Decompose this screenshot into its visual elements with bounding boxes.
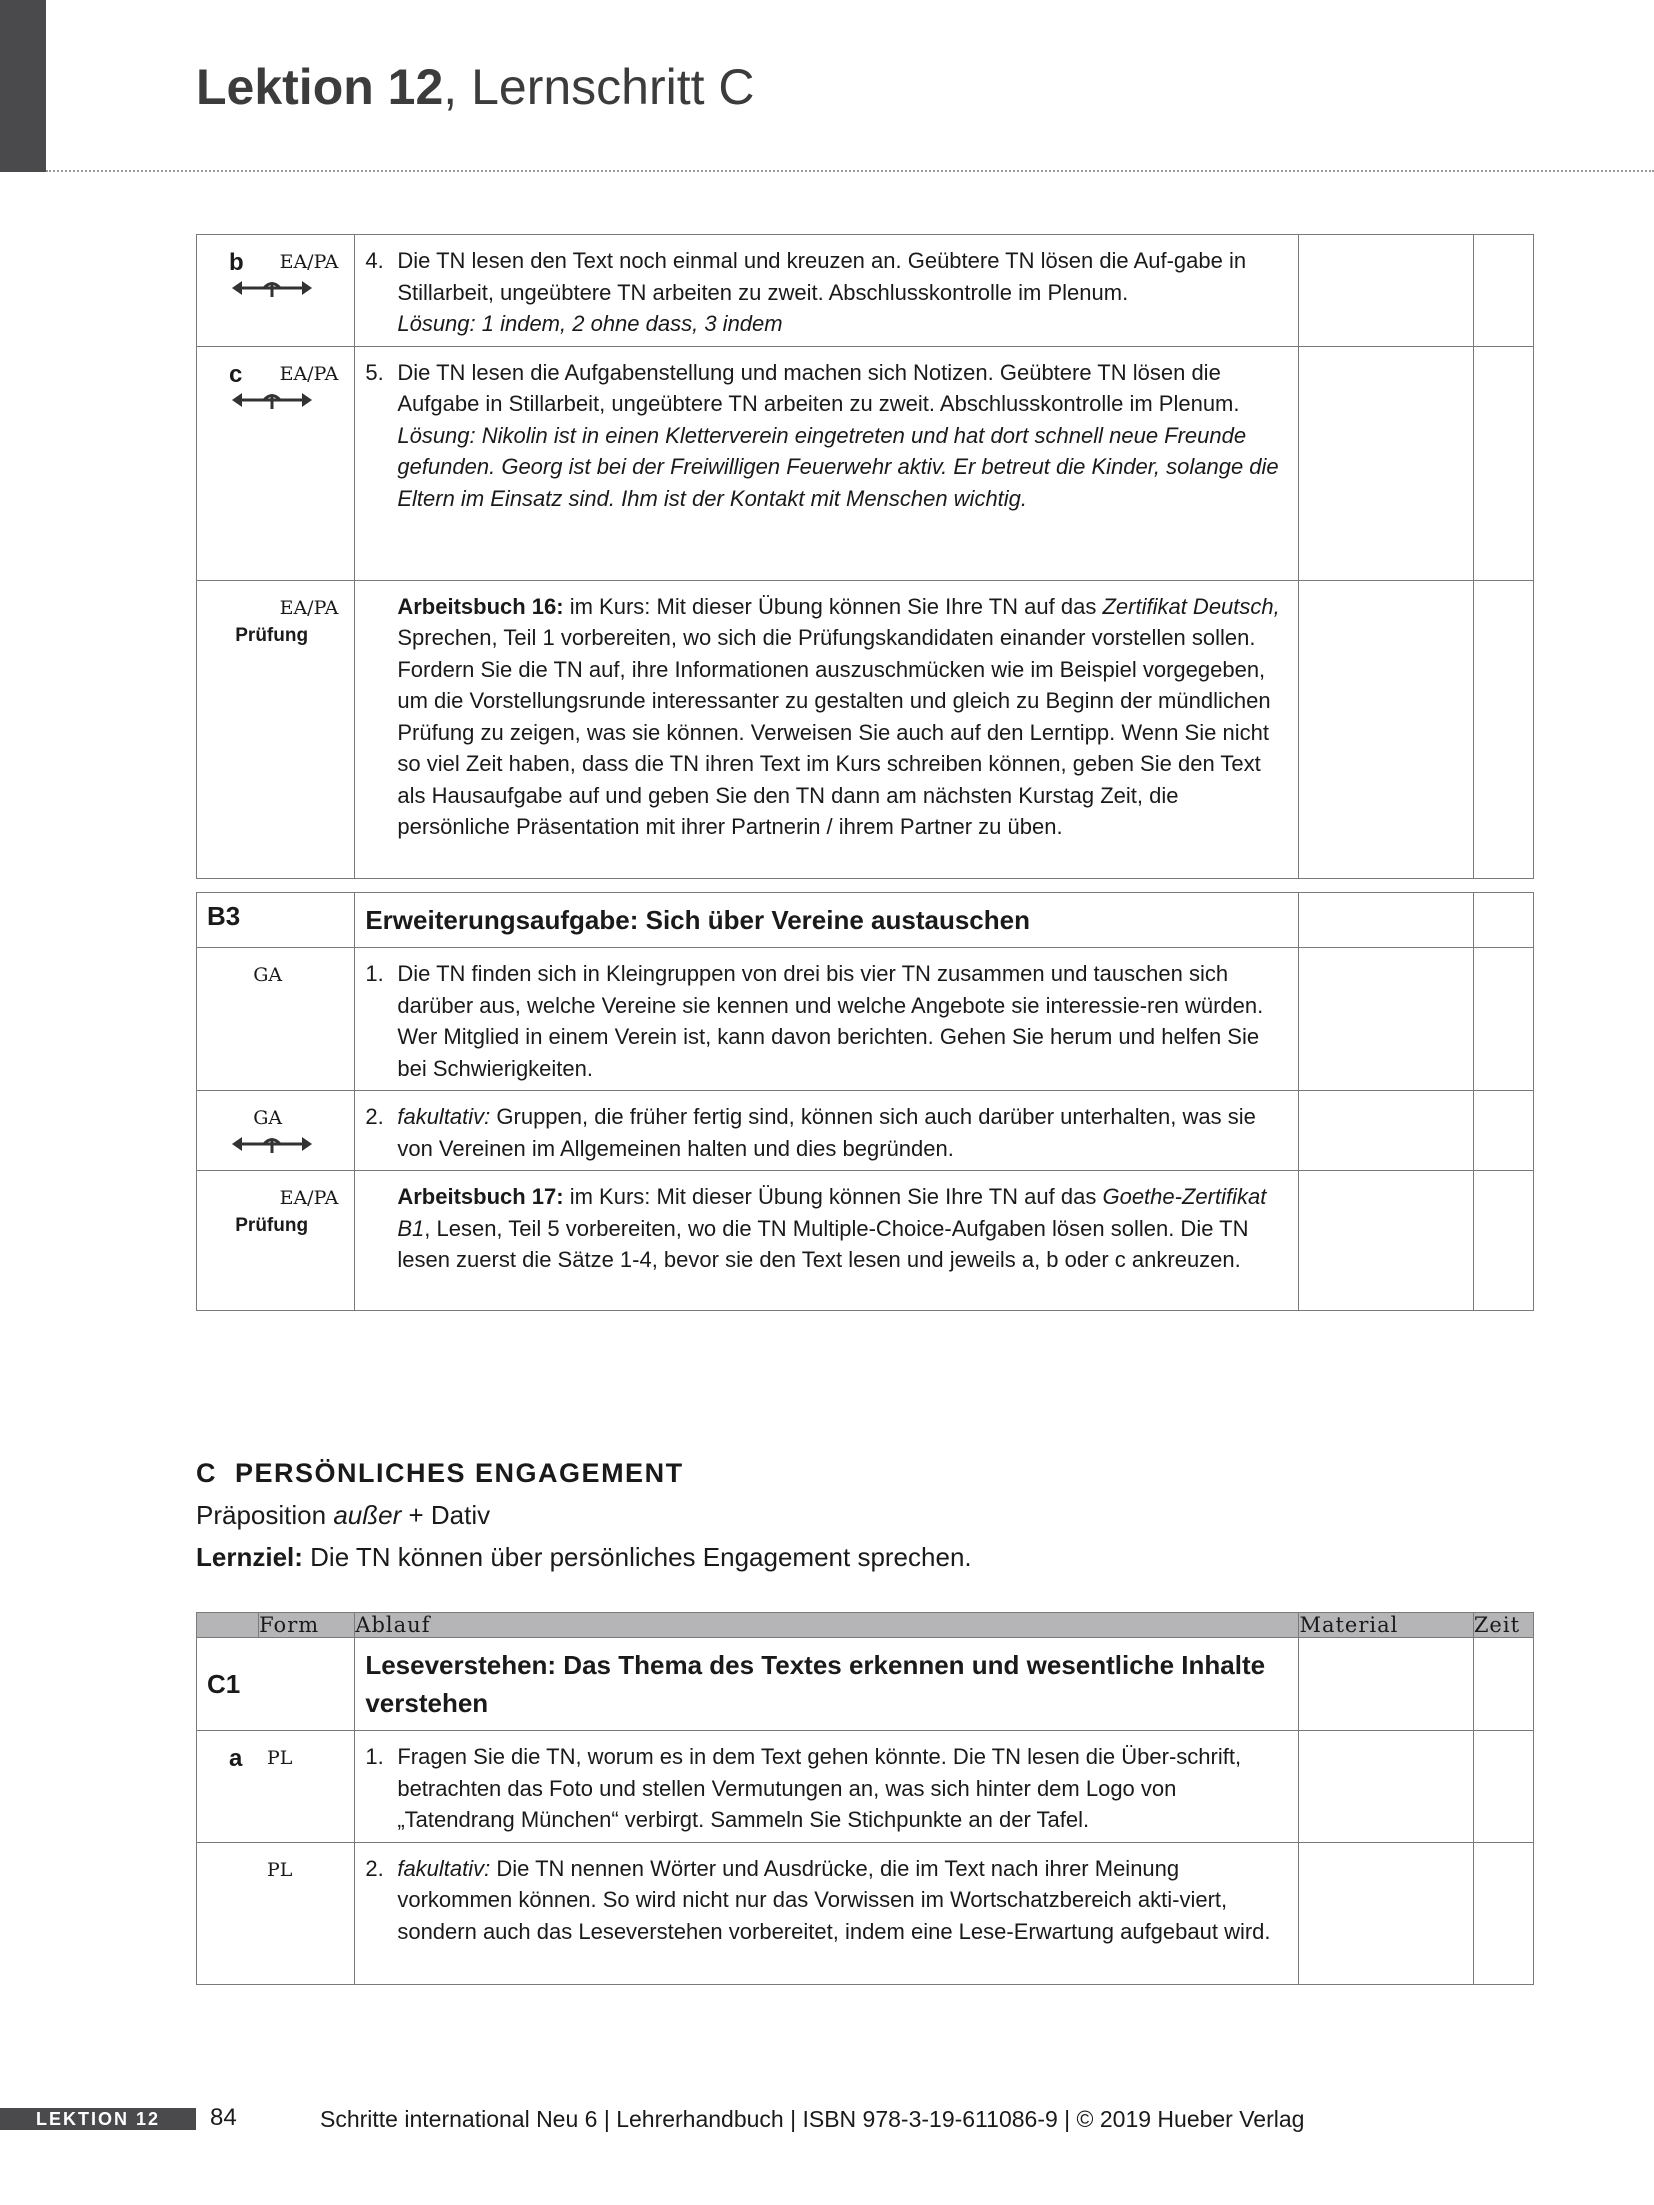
footer-lesson-label: LEKTION 12 [0,2108,196,2130]
column-header-form: Form [259,1613,355,1638]
item-number: 1. [365,961,384,986]
solution-text: Lösung: Nikolin ist in einen Kletterverein eingetreten und hat dort schnell neue Freunde gefunden. Georg ist bei der Freiwilligen Feuerwehr aktiv. Er betreut die Kinder, solange die Eltern im Einsatz sind. Ihm ist der Kontakt mit Menschen wichtig. [397,422,1279,511]
double-arrow-icon [230,387,314,413]
time-cell [1473,346,1533,580]
grammar-topic [196,1500,490,1531]
learning-goal [196,1542,972,1573]
item-number: 5. [365,359,384,385]
item-number: 2. [365,1855,384,1881]
step-label: , Lernschritt C [443,59,755,115]
section-letter: C [196,1458,217,1488]
time-cell [1473,893,1533,948]
section-row [197,1638,1534,1731]
material-cell [1299,346,1473,580]
section-title: Leseverstehen: Das Thema des Textes erkennen und wesentliche Inhalte verstehen [365,1650,1266,1718]
form-label: PL [267,1747,293,1769]
header-bar [0,0,46,172]
table-row [197,948,1534,1091]
item-number: 1. [365,1744,384,1769]
material-cell [1299,1171,1473,1311]
page-number: 84 [210,2104,237,2131]
time-cell [1473,1842,1533,1984]
exam-badge: Prüfung [235,1215,309,1236]
page-title [196,58,755,116]
lesson-label: Lektion 12 [196,59,444,115]
instruction-text: Gruppen, die früher fertig sind, können sich auch darüber unterhalten, was sie von Vereinen im Allgemeinen halten und dies begründen. [397,1104,1256,1161]
footer-publication-info: Schritte international Neu 6 | Lehrerhandbuch | ISBN 978-3-19-611086-9 | © 2019 Hueber Verlag [320,2106,1305,2132]
table-row [197,580,1534,878]
material-cell [1299,235,1473,347]
material-cell [1299,1638,1473,1731]
instruction-text: Fragen Sie die TN, worum es in dem Text gehen könnte. Die TN lesen die Über-schrift, betrachten das Foto und stellen Vermutungen an, was sich hinter dem Logo von „Tatendrang München“ verbirgt. Sammeln Sie Stichpunkte an der Tafel. [397,1744,1242,1832]
material-cell [1299,1091,1473,1171]
material-cell [1299,893,1473,948]
instruction-text-cont: , Lesen, Teil 5 vorbereiten, wo die TN Multiple-Choice-Aufgaben lösen sollen. Die TN lesen zuerst die Sätze 1-4, bevor sie den Text lesen und jeweils a, b oder c ankreuzen. [397,1215,1249,1272]
table-row [197,1091,1534,1171]
double-arrow-icon [230,1131,314,1157]
learning-goal-text: Die TN können über persönliches Engagement sprechen. [302,1542,972,1572]
section-row [197,893,1534,948]
instruction-text: Die TN lesen den Text noch einmal und kreuzen an. Geübtere TN lösen die Auf-gabe in Stillarbeit, ungeübtere TN arbeiten zu zweit. Abschlusskontrolle im Plenum. [397,248,1247,305]
time-cell [1473,1091,1533,1171]
double-arrow-icon [230,275,314,301]
form-label: EA/PA [279,1187,339,1209]
table-row [197,1731,1534,1843]
section-heading [196,1458,684,1489]
material-cell [1299,580,1473,878]
instruction-text: Die TN nennen Wörter und Ausdrücke, die im Text nach ihrer Meinung vorkommen können. So wird nicht nur das Vorwissen im Wortschatzbereich akti-viert, sondern auch das Leseverstehen vorbereitet, indem eine Lese-Erwartung aufgebaut wird. [397,1855,1271,1944]
table-header-row [197,1613,1534,1638]
form-label: EA/PA [279,251,339,273]
certificate-name: Goethe-Zertifikat B1 [397,1184,1267,1241]
time-cell [1473,235,1533,347]
grammar-topic-pre: Präposition [196,1500,334,1530]
form-label: GA [253,1107,283,1129]
step-letter: a [229,1745,243,1772]
section-label: B3 [207,901,241,931]
header-divider [46,170,1654,172]
step-letter: b [229,249,244,276]
section-title: PERSÖNLICHES ENGAGEMENT [235,1458,684,1488]
section-label: C1 [207,1668,241,1699]
time-cell [1473,580,1533,878]
instruction-text-cont: Sprechen, Teil 1 vorbereiten, wo sich die Prüfungskandidaten einander vorstellen sollen. Fordern Sie die TN auf, ihre Informationen auszuschmücken wie im Beispiel vorgegeben, um die Vorstellungsrunde interessanter zu gestalten und gleich zu Beginn der mündlichen Prüfung zu zeigen, was sie können. Verweisen Sie auch auf den Lerntipp. Wenn Sie nicht so viel Zeit haben, dass die TN ihren Text im Kurs schreiben können, geben Sie den Text als Hausaufgabe auf und geben Sie den TN dann am nächsten Kurstag Zeit, die persönliche Präsentation mit ihrer Partnerin / ihrem Partner zu üben. [397,625,1271,839]
solution-text: Lösung: 1 indem, 2 ohne dass, 3 indem [397,311,783,336]
form-label: PL [267,1858,293,1881]
item-number: 2. [365,1104,384,1129]
table-row [197,235,1534,347]
instruction-text: im Kurs: Mit dieser Übung können Sie Ihre TN auf das [563,1184,1103,1209]
table-b [196,234,1534,879]
material-cell [1299,1731,1473,1843]
workbook-ref: Arbeitsbuch 17: [397,1184,564,1209]
column-header [197,1613,259,1638]
table-row [197,346,1534,580]
instruction-text: Die TN lesen die Aufgabenstellung und machen sich Notizen. Geübtere TN lösen die Aufgabe in Stillarbeit, ungeübtere TN arbeiten zu zweit. Abschlusskontrolle im Plenum. [397,359,1240,416]
certificate-name: Zertifikat Deutsch, [1102,593,1280,619]
grammar-topic-post: + Dativ [401,1500,491,1530]
form-label: EA/PA [279,596,339,619]
table-c [196,1612,1534,1985]
instruction-text: im Kurs: Mit dieser Übung können Sie Ihre TN auf das [563,593,1103,619]
column-header-material: Material [1299,1613,1473,1638]
form-label: GA [253,964,283,986]
instruction-text: Die TN finden sich in Kleingruppen von drei bis vier TN zusammen und tauschen sich darüber aus, welche Vereine sie kennen und welche Angebote sie interessie-ren würden. Wer Mitglied in einem Verein ist, kann davon berichten. Gehen Sie herum und helfen Sie bei Schwierigkeiten. [397,961,1264,1081]
section-title: Erweiterungsaufgabe: Sich über Vereine austauschen [365,905,1030,935]
time-cell [1473,948,1533,1091]
column-header-zeit: Zeit [1473,1613,1533,1638]
time-cell [1473,1731,1533,1843]
exam-badge: Prüfung [235,624,309,646]
grammar-topic-word: außer [333,1500,402,1530]
learning-goal-label: Lernziel: [196,1542,303,1572]
material-cell [1299,1842,1473,1984]
step-letter: c [229,360,243,388]
table-row [197,1171,1534,1311]
column-header-ablauf: Ablauf [355,1613,1299,1638]
optional-label: fakultativ: [397,1104,491,1129]
time-cell [1473,1638,1533,1731]
optional-label: fakultativ: [397,1855,491,1881]
time-cell [1473,1171,1533,1311]
table-row [197,1842,1534,1984]
form-label: EA/PA [279,362,339,385]
workbook-ref: Arbeitsbuch 16: [397,593,564,619]
material-cell [1299,948,1473,1091]
item-number: 4. [365,248,384,273]
table-b3 [196,892,1534,1311]
